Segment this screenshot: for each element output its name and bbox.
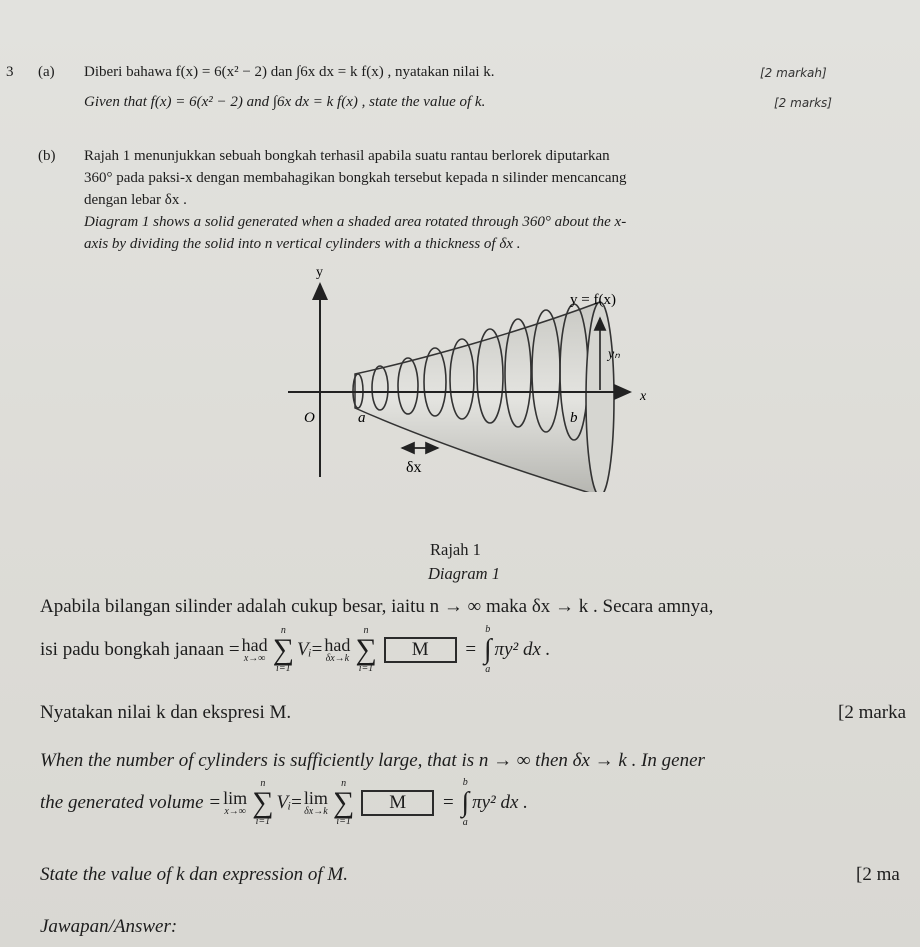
malay-paragraph-line1: Apabila bilangan silinder adalah cukup besar, iaitu n → ∞ maka δx → k . Secara amnya,: [40, 596, 714, 617]
sum-lower: i=1: [276, 663, 291, 674]
limit-operator: [324, 636, 350, 664]
malay-task: Nyatakan nilai k dan ekspresi M.: [40, 702, 292, 723]
equation-prefix: the generated volume =: [40, 792, 222, 813]
y-axis-label: y: [316, 265, 323, 280]
sum-operator: n ∑ i=1: [355, 625, 377, 674]
sum-operator: n ∑ i=1: [332, 778, 355, 827]
integrand: πy² dx .: [494, 639, 551, 660]
answer-label: Jawapan/Answer:: [40, 916, 178, 937]
a-label: a: [358, 410, 366, 426]
part-a-label: (a): [38, 64, 55, 80]
malay-volume-equation: isi padu bongkah janaan = had x→∞ n ∑ i=1 Vᵢ = had δx→k n ∑ i=1 M = b ∫ a πy² dx .: [40, 624, 551, 675]
caption-english: Diagram 1: [428, 564, 500, 583]
integral-operator: b ∫ a: [461, 777, 470, 828]
part-a-english-marks: [2 marks]: [774, 96, 832, 110]
sum-lower: i=1: [336, 816, 351, 827]
curve-label: y = f(x): [570, 292, 616, 308]
part-a-english-text: Given that f(x) = 6(x² − 2) and ∫6x dx = k f(x) , state the value of k.: [84, 94, 486, 110]
sum-lower: i=1: [358, 663, 374, 674]
integral-lower: a: [485, 664, 491, 675]
sum-operator: n ∑ i=1: [272, 625, 295, 674]
yn-label: yₙ: [608, 347, 620, 362]
equation-prefix: isi padu bongkah janaan =: [40, 639, 240, 660]
part-b-english-line2: axis by dividing the solid into n vertical cylinders with a thickness of δx .: [84, 236, 521, 252]
integral-upper: b: [485, 624, 491, 635]
sum-upper: n: [280, 625, 286, 636]
integrand: πy² dx .: [472, 792, 528, 813]
sum-operator: n ∑ i=1: [252, 778, 274, 827]
limit-operator: [242, 636, 268, 664]
limit-word: had: [324, 635, 351, 655]
part-a-malay-text: Diberi bahawa f(x) = 6(x² − 2) dan ∫6x dx = k f(x) , nyatakan nilai k.: [84, 64, 495, 80]
integral-lower: a: [462, 817, 468, 828]
english-marks: [2 ma: [856, 864, 900, 885]
origin-label: O: [304, 410, 315, 426]
expression-m-box: M: [384, 637, 457, 663]
question-number: 3: [6, 64, 14, 80]
volume-term: Vᵢ: [276, 792, 292, 813]
diagram-1-figure: [270, 262, 690, 492]
sum-upper: n: [341, 778, 347, 789]
english-paragraph-line1: When the number of cylinders is sufficiently large, that is n → ∞ then δx → k . In gener: [40, 750, 705, 771]
limit-subscript: x→∞: [224, 806, 246, 817]
limit-word: had: [241, 635, 268, 655]
sum-upper: n: [363, 625, 369, 636]
english-task: State the value of k dan expression of M.: [40, 864, 348, 885]
part-b-malay-line3: dengan lebar δx .: [84, 192, 187, 208]
part-b-label: (b): [38, 148, 56, 164]
integral-operator: b ∫ a: [483, 624, 492, 675]
malay-marks: [2 marka: [838, 702, 907, 723]
equals-sign: =: [311, 639, 323, 660]
part-a-malay-marks: [2 markah]: [760, 66, 827, 80]
sum-lower: i=1: [255, 816, 271, 827]
limit-word: lim: [303, 788, 328, 808]
integral-upper: b: [462, 777, 468, 788]
sum-upper: n: [260, 778, 266, 789]
limit-subscript: δx→k: [325, 653, 350, 664]
limit-subscript: x→∞: [243, 653, 266, 664]
english-volume-equation: the generated volume = lim x→∞ n ∑ i=1 Vᵢ = lim δx→k n ∑ i=1 M = b ∫ a πy² dx .: [40, 777, 528, 828]
limit-subscript: δx→k: [304, 806, 328, 817]
equals-sign: =: [291, 792, 302, 813]
limit-operator: [304, 789, 328, 817]
part-b-english-line1: Diagram 1 shows a solid generated when a shaded area rotated through 360° about the x-: [84, 214, 627, 230]
volume-term: Vᵢ: [297, 639, 312, 660]
part-b-malay-line1: Rajah 1 menunjukkan sebuah bongkah terhasil apabila suatu rantau berlorek diputarkan: [84, 148, 610, 164]
expression-m-box: M: [361, 790, 434, 816]
dx-label: δx: [406, 459, 422, 476]
part-b-malay-line2: 360° pada paksi-x dengan membahagikan bongkah tersebut kepada n silinder mencancang: [84, 170, 627, 186]
x-axis-label: x: [640, 389, 647, 404]
b-label: b: [570, 410, 578, 426]
caption-malay: Rajah 1: [430, 540, 481, 559]
limit-word: lim: [223, 788, 248, 808]
limit-operator: [223, 789, 247, 817]
